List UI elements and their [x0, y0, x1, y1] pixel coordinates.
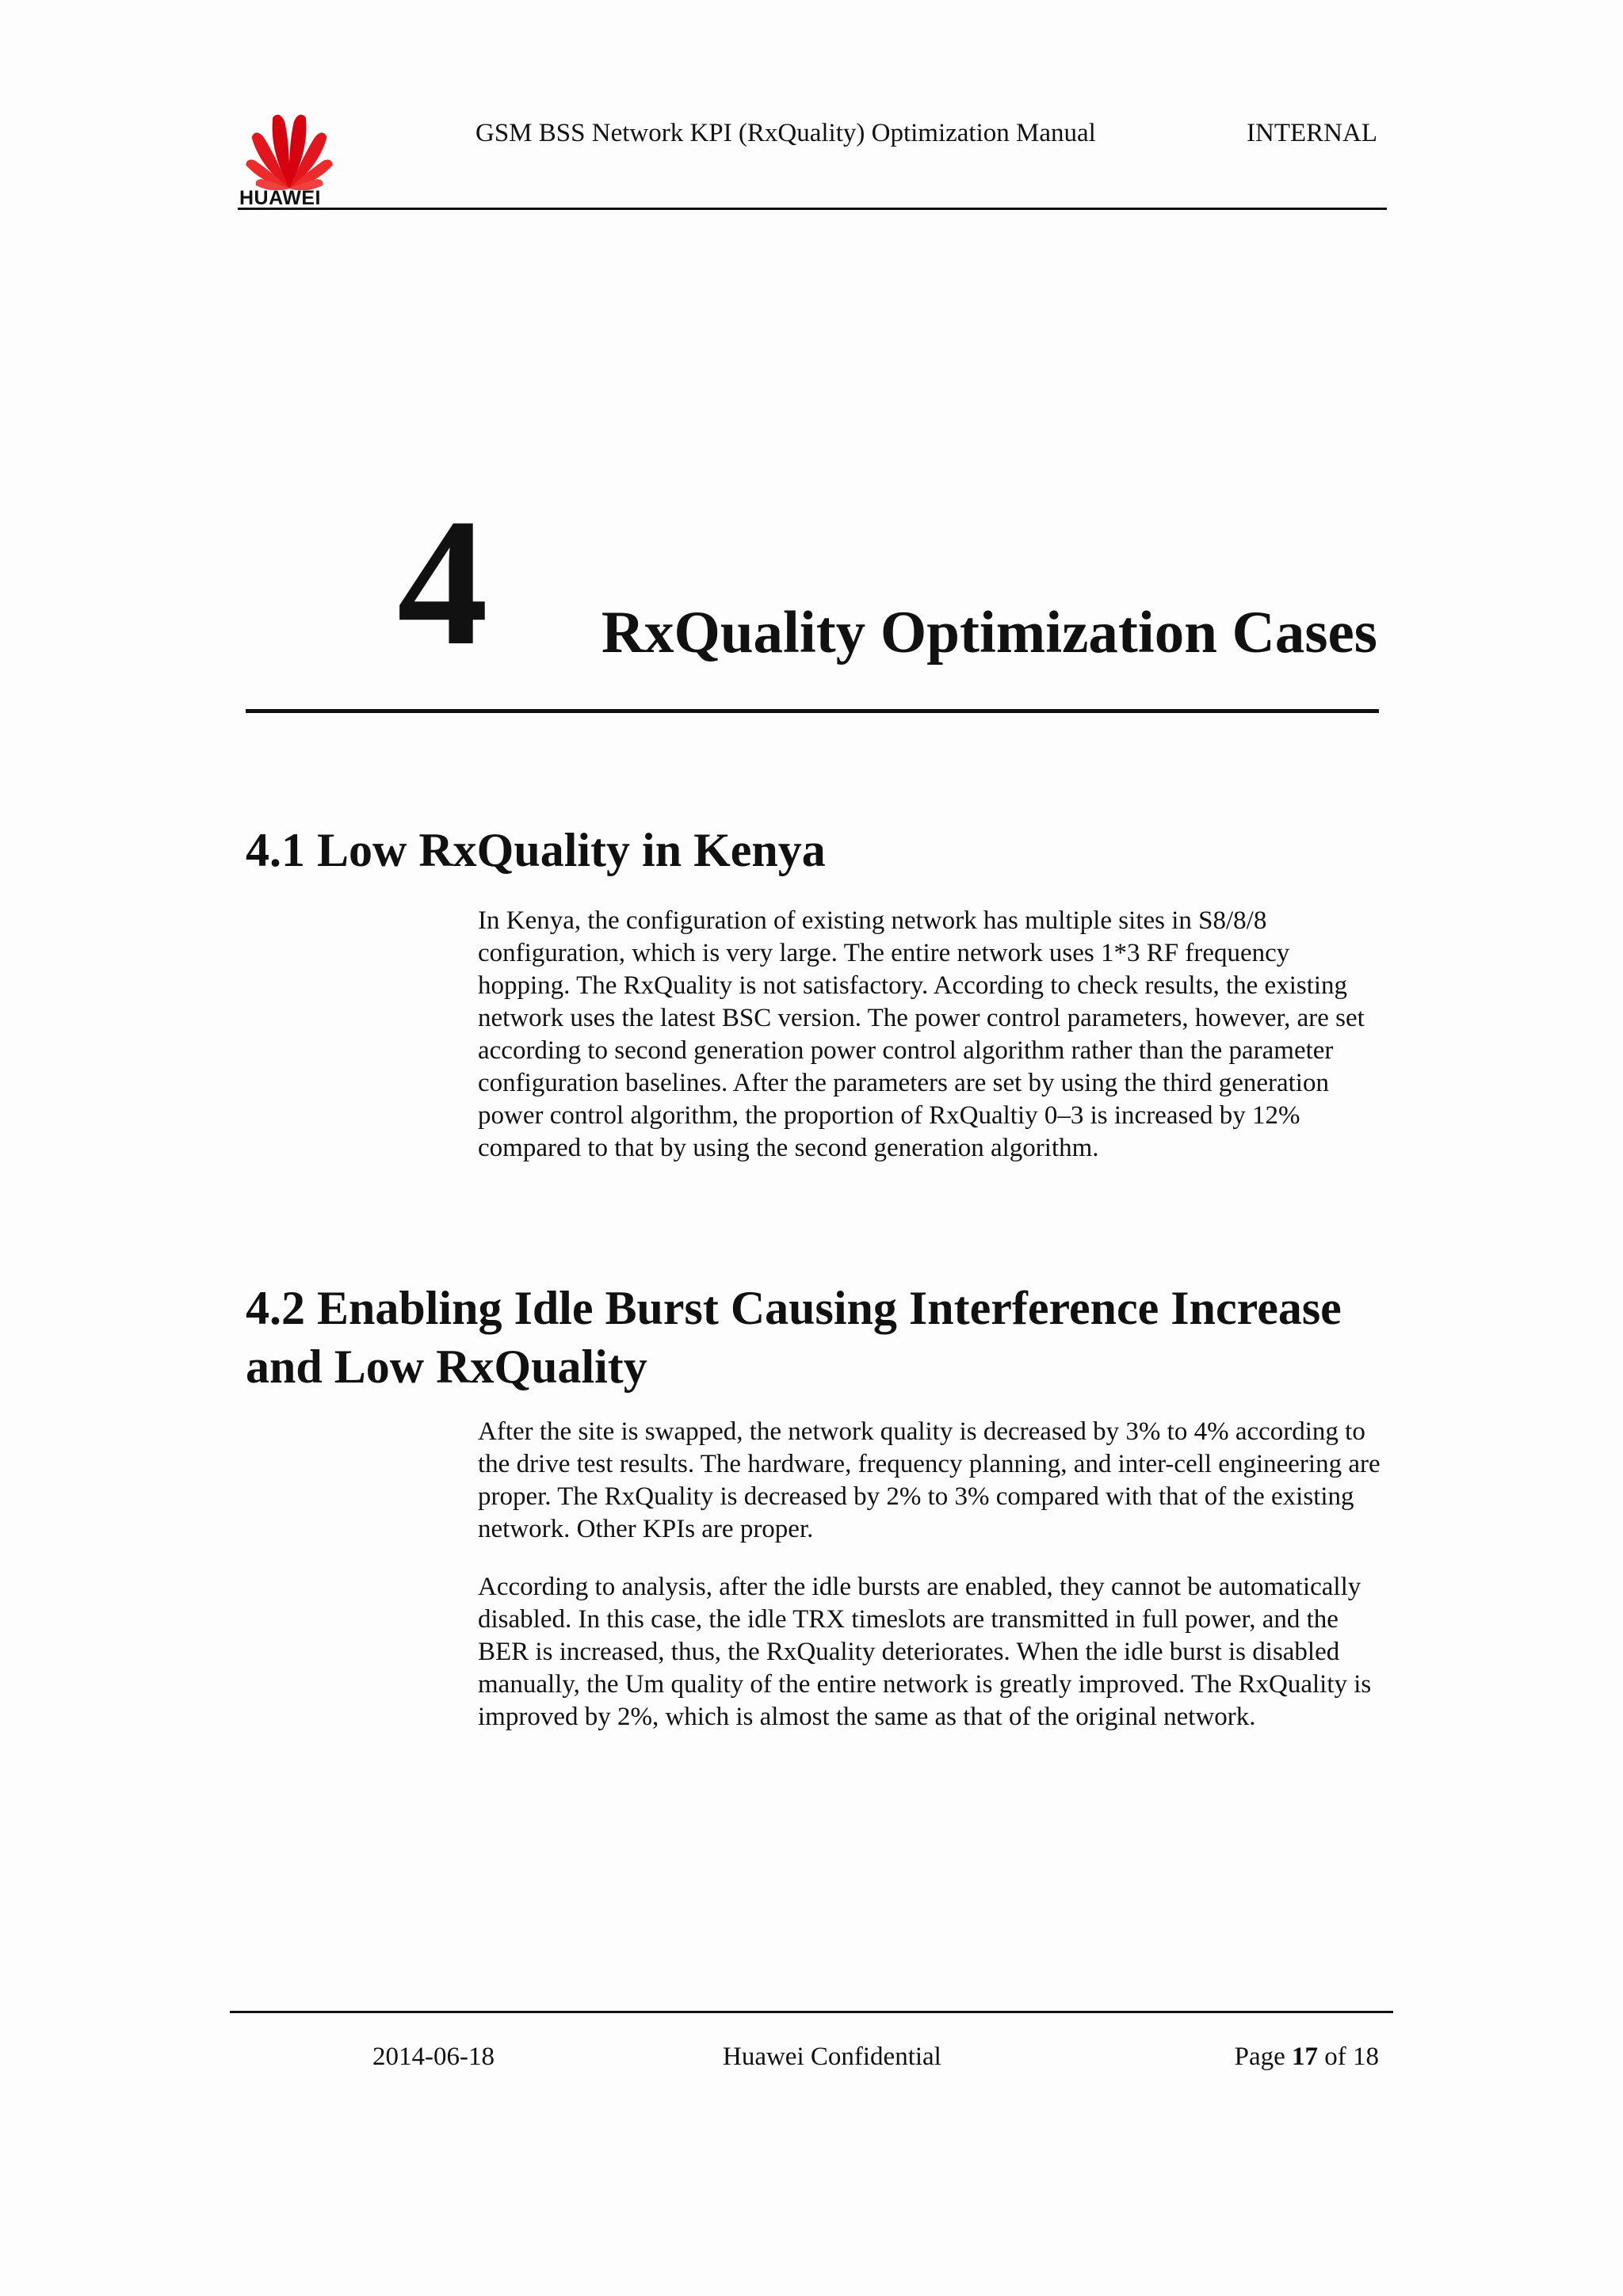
- page-current: 17: [1292, 2042, 1318, 2071]
- header-divider: [238, 208, 1387, 210]
- footer-page-number: [1235, 2042, 1379, 2072]
- chapter-title: RxQuality Optimization Cases: [601, 600, 1377, 666]
- body-paragraph: After the site is swapped, the network quality is decreased by 3% to 4% according to the drive test results. The hardware, frequency planning, and inter-cell engineering are proper. The RxQuality is decreased by 2% to 3% compared with that of the existing network. Other KPIs are proper.: [478, 1417, 1381, 1543]
- footer-confidentiality: Huawei Confidential: [723, 2042, 941, 2071]
- chapter-number: 4: [397, 481, 488, 683]
- logo-wordmark: HUAWEI: [239, 187, 321, 209]
- page-total: 18: [1353, 2042, 1379, 2071]
- body-paragraph: According to analysis, after the idle bursts are enabled, they cannot be automatically disabled. In this case, the idle TRX timeslots are transmitted in full power, and the BER is increased, thus, the RxQuality deteriorates. When the idle burst is disabled manually, the Um quality of the entire network is greatly improved. The RxQuality is improved by 2%, which is almost the same as that of the original network.: [478, 1573, 1372, 1731]
- footer-divider: [230, 2011, 1393, 2013]
- header-document-title: GSM BSS Network KPI (RxQuality) Optimization Manual: [475, 119, 1096, 147]
- section-heading: 4.2 Enabling Idle Burst Causing Interference Increase and Low RxQuality: [246, 1282, 1342, 1393]
- header-classification: INTERNAL: [1247, 119, 1377, 147]
- chapter-divider: [246, 709, 1379, 713]
- section-heading: 4.1 Low RxQuality in Kenya: [246, 824, 826, 876]
- body-paragraph: In Kenya, the configuration of existing network has multiple sites in S8/8/8 configuration, which is very large. The entire network uses 1*3 RF frequency hopping. The RxQuality is not satisfactory. According to check results, the existing network uses the latest BSC version. The power control parameters, however, are set according to second generation power control algorithm rather than the parameter configuration baselines. After the parameters are set by using the third generation power control algorithm, the proportion of RxQualtiy 0–3 is increased by 12% compared to that by using the second generation algorithm.: [478, 906, 1365, 1162]
- footer-date: 2014-06-18: [372, 2042, 495, 2071]
- page-prefix: Page: [1234, 2042, 1285, 2071]
- page-of: of: [1324, 2042, 1346, 2071]
